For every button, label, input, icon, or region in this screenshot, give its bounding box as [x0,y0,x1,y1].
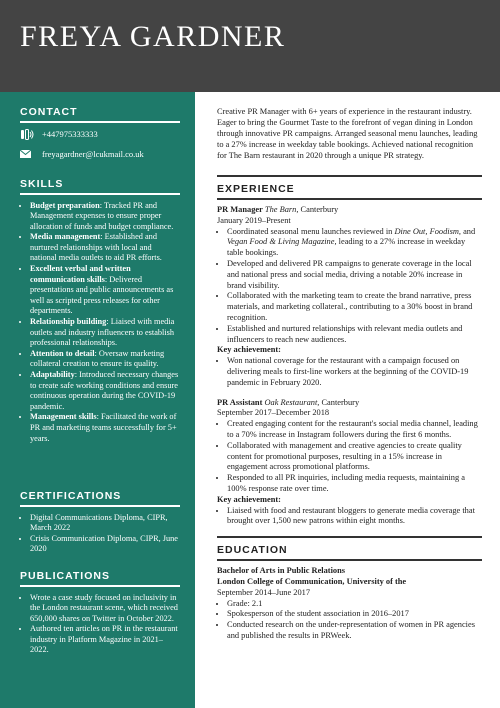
key-achievement-label: Key achievement: [217,494,281,504]
degree: Bachelor of Arts in Public Relations [217,566,346,576]
summary: Creative PR Manager with 6+ years of experience in the restaurant industry. Eager to bring the Gourmet Taste to the forefront of vegan dining in London through innovative PR campaigns. Arranged seasonal menu launches, leading to a 27% increase in weekday table bookings. Achieved national recognition for The Barn restaurant in 2020 through a unique PR strategy. [217,107,478,160]
list-item: • Management skills: Facilitated the work of PR and marketing teams successfully for 5+ years. [30,412,180,444]
divider [20,585,180,587]
divider [217,175,482,177]
divider [20,193,180,195]
job-heading: PR Assistant Oak Restaurant, Canterbury [217,397,360,407]
skills-section [20,178,180,444]
divider [217,559,482,561]
content [217,106,482,642]
skills-list [20,201,180,445]
job-bullets [217,227,482,346]
email-row [20,149,180,159]
school: London College of Communication, University of the [217,576,407,586]
contact-section [20,106,180,168]
list-item: • Collaborated with management and creative agencies to create quality content for promotional purposes, resulting in a 15% increase in engagement across promotional platforms. [227,441,482,473]
mail-icon [20,150,36,158]
divider [20,121,180,123]
job-heading: PR Manager The Barn, Canterbury [217,205,339,214]
list-item: • Budget preparation: Tracked PR and Management expenses to ensure proper allocation of funds and budget compliance. [30,201,180,233]
certifications-section [20,490,180,555]
list-item: • Crisis Communication Diploma, CIPR, June 2020 [30,534,180,555]
phone-icon [20,129,36,140]
key-achievement-label: Key achievement: [217,345,281,355]
email-address[interactable]: freyagardner@lcukmail.co.uk [42,148,144,159]
certifications-title: CERTIFICATIONS [20,490,122,502]
list-item: • Wrote a case study focused on inclusivity in the London restaurant scene, which received 650,000 shares on Twitter in October 2022. [30,593,180,625]
certifications-list [20,513,180,555]
list-item: • Relationship building: Liaised with media outlets and industry influencers to establish professional relationships. [30,317,180,349]
list-item: • Adaptability: Introduced necessary changes to create safe working conditions and ensure continuous operation during the COVID-19 pandemic. [30,370,180,412]
skills-title: SKILLS [20,178,64,190]
candidate-name: FREYA GARDNER [20,20,286,53]
list-item: • Media management: Established and nurtured relationships with local and national media outlets to aid PR efforts. [30,232,180,264]
publications-title: PUBLICATIONS [20,570,110,582]
list-item: • Coordinated seasonal menu launches reviewed in Dine Out, Foodism, and Vegan Food & Living Magazine, leading to a 27% increase in weekday table bookings. [227,227,482,259]
list-item: • Excellent verbal and written communication skills: Delivered presentations and public announcements as well as scripted press releases for other departments. [30,264,180,317]
job-bullets [217,419,482,495]
job-dates: January 2019–Present [217,215,291,225]
list-item: • Digital Communications Diploma, CIPR, March 2022 [30,513,180,534]
list-item: • Grade: 2.1 [227,599,482,610]
contact-title: CONTACT [20,106,78,118]
publications-list [20,593,180,657]
list-item: • Created engaging content for the restaurant's social media channel, leading to a 70% increase in Instagram followers during the first 6 months. [227,419,482,441]
list-item: • Authored ten articles on PR in the restaurant industry in Platform Magazine in 2021–2022. [30,624,180,656]
list-item: • Developed and delivered PR campaigns to generate coverage in the local and national press and social media, driving a notable 20% increase in brand visibility. [227,259,482,291]
main [0,92,500,708]
list-item: • Conducted research on the under-representation of women in PR agencies and published the results in PRWeek. [227,620,482,642]
divider [217,198,482,200]
key-achievement-list [217,506,482,528]
experience-title: EXPERIENCE [217,183,295,195]
education-bullets [217,599,482,642]
sidebar [0,92,195,708]
phone-row [20,129,180,140]
key-achievement-list [217,356,482,388]
divider [20,505,180,507]
list-item: • Collaborated with the marketing team to create the brand narrative, press materials, and marketing collateral., contributing to a 30% boost in brand recognition. [227,291,482,323]
list-item: • Spokesperson of the student association in 2016–2017 [227,609,482,620]
list-item: • Attention to detail: Oversaw marketing collateral creation to ensure its quality. [30,349,180,370]
education-section [217,544,482,642]
list-item: • Won national coverage for the restaurant with a campaign focused on delivering meals to first-line workers at the beginning of the COVID-19 pandemic in February 2020. [227,356,482,388]
list-item: • Established and nurtured relationships with relevant media outlets and influencers to reach new audiences. [227,324,482,346]
job [217,398,482,528]
job-dates: September 2017–December 2018 [217,408,330,418]
header [0,0,500,92]
education-dates: September 2014–June 2017 [217,587,311,597]
list-item: • Responded to all PR inquiries, including media requests, maintaining a 100% response rate over time. [227,473,482,495]
divider [217,536,482,538]
list-item: • Liaised with food and restaurant bloggers to generate media coverage that brought over 1,500 new patrons within eight months. [227,506,482,528]
job [217,205,482,389]
education-title: EDUCATION [217,544,288,557]
publications-section [20,570,180,656]
experience-section [217,183,482,527]
phone-number[interactable]: +447975333333 [42,129,98,139]
